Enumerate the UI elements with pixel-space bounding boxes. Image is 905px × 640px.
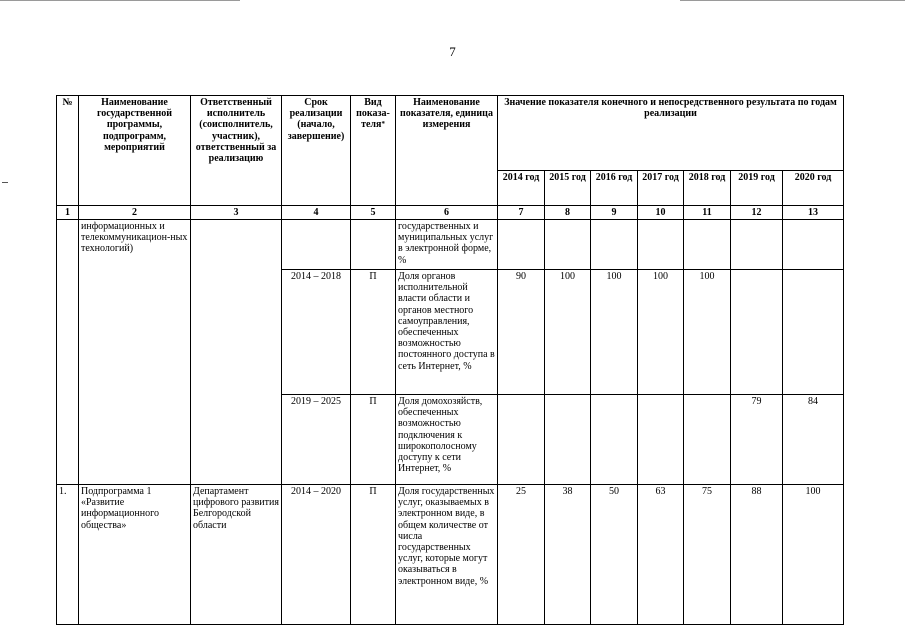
header-year: 2020 год — [783, 171, 844, 206]
table-row — [57, 220, 844, 270]
row-value — [684, 220, 731, 270]
row-value — [545, 220, 591, 270]
row-value — [498, 220, 545, 270]
header-year: 2016 год — [591, 171, 638, 206]
column-number: 2 — [79, 206, 191, 220]
header-year: 2018 год — [684, 171, 731, 206]
row-term — [282, 220, 351, 270]
header-values: Значение показателя конечного и непосредственного результата по годам реализации — [498, 96, 844, 171]
column-number: 3 — [191, 206, 282, 220]
row-executor: Департамент цифрового развития Белгородской области — [191, 485, 282, 625]
row-value: 75 — [684, 485, 731, 625]
row-num: 1. — [57, 485, 79, 625]
row-value: 25 — [498, 485, 545, 625]
row-indicator-type: П — [351, 270, 396, 395]
row-num — [57, 220, 79, 485]
column-number: 5 — [351, 206, 396, 220]
row-term: 2019 – 2025 — [282, 395, 351, 485]
column-number: 10 — [638, 206, 684, 220]
row-value: 88 — [731, 485, 783, 625]
table-row — [57, 485, 844, 625]
row-indicator-name: Доля государственных услуг, оказываемых в электронном виде, в общем количестве от числа государственных услуг, которые могут оказываться в электронном виде, % — [396, 485, 498, 625]
header-term: Срок реализации (начало, завершение) — [282, 96, 351, 206]
row-value: 100 — [783, 485, 844, 625]
row-value: 63 — [638, 485, 684, 625]
row-value — [638, 220, 684, 270]
column-number: 11 — [684, 206, 731, 220]
row-program-name: Подпрограмма 1 «Развитие информационного общества» — [79, 485, 191, 625]
page-number: 7 — [449, 44, 456, 59]
row-value — [545, 395, 591, 485]
row-value: 50 — [591, 485, 638, 625]
row-value — [591, 220, 638, 270]
row-value — [731, 220, 783, 270]
header-num: № — [57, 96, 79, 206]
row-executor — [191, 220, 282, 485]
header-executor: Ответственный исполнитель (соисполнитель, участник), ответственный за реализацию — [191, 96, 282, 206]
row-value — [591, 395, 638, 485]
header-indicator-name: Наименование показателя, единица измерения — [396, 96, 498, 206]
header-year: 2015 год — [545, 171, 591, 206]
column-numbers-row — [57, 206, 844, 220]
row-term: 2014 – 2018 — [282, 270, 351, 395]
column-number: 12 — [731, 206, 783, 220]
column-number: 8 — [545, 206, 591, 220]
column-number: 1 — [57, 206, 79, 220]
row-term: 2014 – 2020 — [282, 485, 351, 625]
row-value: 100 — [638, 270, 684, 395]
row-indicator-name: государственных и муниципальных услуг в электронной форме, % — [396, 220, 498, 270]
row-value — [684, 395, 731, 485]
row-value: 84 — [783, 395, 844, 485]
row-value — [498, 395, 545, 485]
row-value: 79 — [731, 395, 783, 485]
header-year: 2017 год — [638, 171, 684, 206]
row-value: 38 — [545, 485, 591, 625]
margin-mark — [2, 182, 8, 183]
row-value — [783, 220, 844, 270]
header-type-footnote-mark: * — [381, 120, 385, 129]
row-indicator-name: Доля органов исполнительной власти области и органов местного самоуправления, обеспеченных возможностью постоянного доступа в сеть Интернет, % — [396, 270, 498, 395]
row-indicator-type — [351, 220, 396, 270]
header-type-label: Вид показа-теля — [356, 97, 390, 131]
header-program-name: Наименование государственной программы, подпрограмм, мероприятий — [79, 96, 191, 206]
column-number: 4 — [282, 206, 351, 220]
row-indicator-type: П — [351, 485, 396, 625]
row-value — [783, 270, 844, 395]
row-value: 100 — [545, 270, 591, 395]
header-year: 2014 год — [498, 171, 545, 206]
row-value: 90 — [498, 270, 545, 395]
row-value: 100 — [591, 270, 638, 395]
scan-edge-right — [680, 0, 905, 1]
row-indicator-type: П — [351, 395, 396, 485]
column-number: 9 — [591, 206, 638, 220]
scan-edge-left — [0, 0, 240, 1]
row-value — [638, 395, 684, 485]
row-indicator-name: Доля домохозяйств, обеспеченных возможностью подключения к широкополосному доступу к сети Интернет, % — [396, 395, 498, 485]
row-program-name: информационных и телекоммуникацион-ных технологий) — [79, 220, 191, 485]
column-number: 6 — [396, 206, 498, 220]
header-indicator-type — [351, 96, 396, 206]
column-number: 7 — [498, 206, 545, 220]
column-number: 13 — [783, 206, 844, 220]
header-year: 2019 год — [731, 171, 783, 206]
row-value: 100 — [684, 270, 731, 395]
row-value — [731, 270, 783, 395]
header-row — [57, 96, 844, 171]
program-indicators-table — [56, 95, 844, 625]
